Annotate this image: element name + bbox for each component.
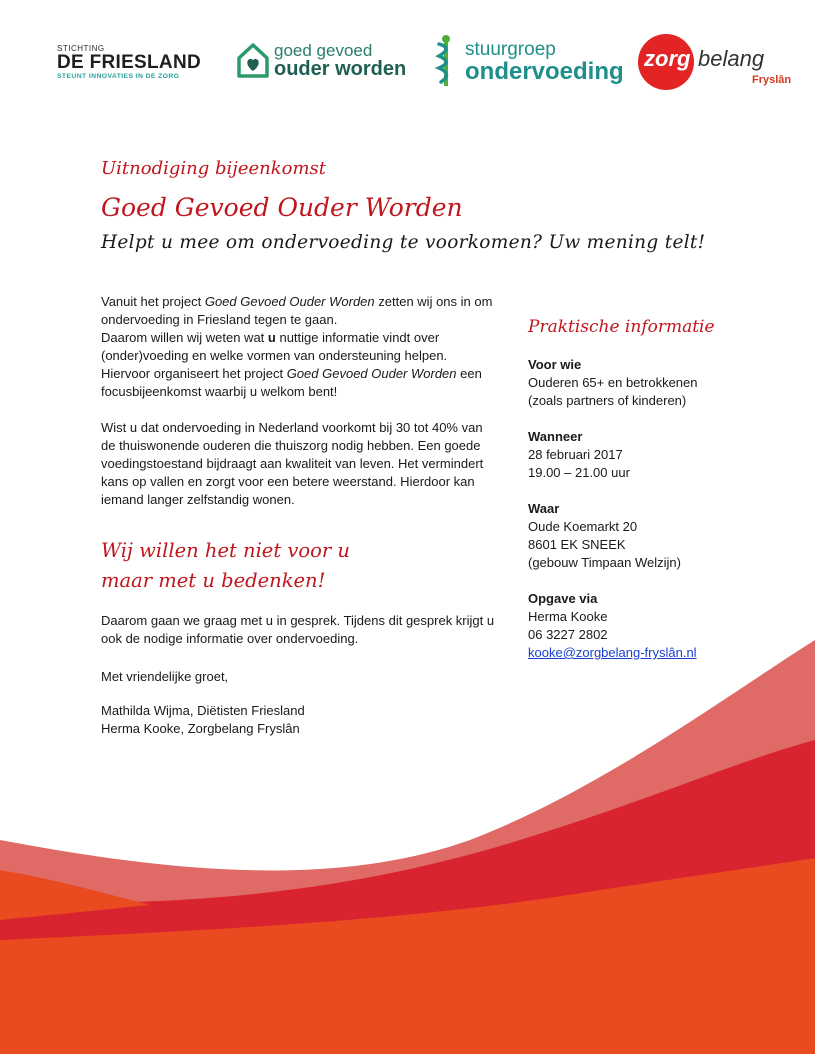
logo-stichting-de-friesland bbox=[57, 44, 201, 80]
where-building: (gebouw Timpaan Welzijn) bbox=[528, 555, 681, 570]
when-date: 28 februari 2017 bbox=[528, 447, 623, 462]
quote-line-2: maar met u bedenken! bbox=[101, 569, 326, 592]
logo-goed-gevoed-ouder-worden bbox=[236, 40, 406, 80]
quote bbox=[101, 536, 350, 596]
signup-label: Opgave via bbox=[528, 591, 598, 606]
practical-title: Praktische informatie bbox=[528, 317, 715, 337]
caduceus-icon bbox=[433, 34, 459, 88]
intro-text-4: nuttige informatie vindt over (onder)voeding en welke vormen van ondersteuning helpen. bbox=[101, 330, 448, 363]
house-heart-icon bbox=[236, 40, 270, 80]
logo-belang-word: belang bbox=[698, 46, 765, 71]
intro-text-2: zetten wij ons in om ondervoeding in Friesland tegen te gaan. bbox=[101, 294, 493, 327]
info-when bbox=[528, 428, 788, 482]
who-line-1: Ouderen 65+ en betrokkenen bbox=[528, 375, 698, 390]
intro-text-5: Hiervoor organiseert het project bbox=[101, 366, 287, 381]
logo-zorg-word: zorg bbox=[644, 46, 691, 71]
logo-stuurgroep-ondervoeding bbox=[433, 34, 624, 88]
intro-text-3: Daarom willen wij weten wat bbox=[101, 330, 268, 345]
logo-stuurgroep-line2: ondervoeding bbox=[465, 58, 624, 85]
invite-subtitle: Uitnodiging bijeenkomst bbox=[101, 158, 327, 179]
logo-fryslan-word: Fryslân bbox=[752, 74, 792, 86]
signer-1: Mathilda Wijma, Diëtisten Friesland bbox=[101, 703, 305, 718]
signup-email-link[interactable]: kooke@zorgbelang-fryslân.nl bbox=[528, 645, 697, 660]
logo-bar bbox=[0, 30, 815, 100]
info-who bbox=[528, 356, 788, 410]
logo-zorgbelang-fryslan bbox=[638, 30, 798, 100]
signup-name: Herma Kooke bbox=[528, 609, 608, 624]
logo-stuurgroep-line1: stuurgroep bbox=[465, 39, 556, 60]
signer-2: Herma Kooke, Zorgbelang Fryslân bbox=[101, 721, 300, 736]
where-city: 8601 EK SNEEK bbox=[528, 537, 626, 552]
intro-paragraph bbox=[101, 293, 496, 401]
logo-friesland-line2: DE FRIESLAND bbox=[57, 52, 201, 73]
logo-ggow-line2: ouder worden bbox=[274, 58, 407, 80]
practical-info bbox=[528, 318, 788, 680]
where-street: Oude Koemarkt 20 bbox=[528, 519, 638, 534]
who-label: Voor wie bbox=[528, 357, 582, 372]
project-name-1: Goed Gevoed Ouder Worden bbox=[204, 294, 375, 309]
facts-paragraph: Wist u dat ondervoeding in Nederland voorkomt bij 30 tot 40% van de thuiswonende ouderen die thuiszorg nodig hebben. Een goede voedingstoestand bijdraagt aan kwaliteit van leven. Het vermindert kans op vallen en zorgt voor een betere weerstand. Hierdoor kan iemand langer zelfstandig wonen. bbox=[101, 420, 484, 507]
when-time: 19.00 – 21.00 uur bbox=[528, 465, 630, 480]
logo-friesland-line3: STEUNT INNOVATIES IN DE ZORG bbox=[57, 73, 180, 80]
info-where bbox=[528, 500, 788, 572]
quote-line-1: Wij willen het niet voor u bbox=[101, 539, 350, 562]
when-label: Wanneer bbox=[528, 429, 583, 444]
logo-ggow-line1: goed gevoed bbox=[274, 41, 373, 60]
intro-text-6: een focusbijeenkomst waarbij u welkom bent! bbox=[101, 366, 482, 399]
emphasis-u: u bbox=[267, 330, 276, 345]
conversation-paragraph: Daarom gaan we graag met u in gesprek. Tijdens dit gesprek krijgt u ook de nodige informatie over ondervoeding. bbox=[101, 613, 495, 646]
invite-question: Helpt u mee om ondervoeding te voorkomen? Uw mening telt! bbox=[101, 232, 706, 253]
decorative-waves bbox=[0, 640, 815, 1054]
greeting: Met vriendelijke groet, bbox=[101, 669, 229, 684]
signup-phone: 06 3227 2802 bbox=[528, 627, 608, 642]
page-title: Goed Gevoed Ouder Worden bbox=[101, 193, 463, 222]
logo-friesland-line1: STICHTING bbox=[57, 44, 105, 53]
intro-text-1: Vanuit het project bbox=[101, 294, 205, 309]
project-name-2: Goed Gevoed Ouder Worden bbox=[286, 366, 457, 381]
who-line-2: (zoals partners of kinderen) bbox=[528, 393, 687, 408]
where-label: Waar bbox=[528, 501, 560, 516]
